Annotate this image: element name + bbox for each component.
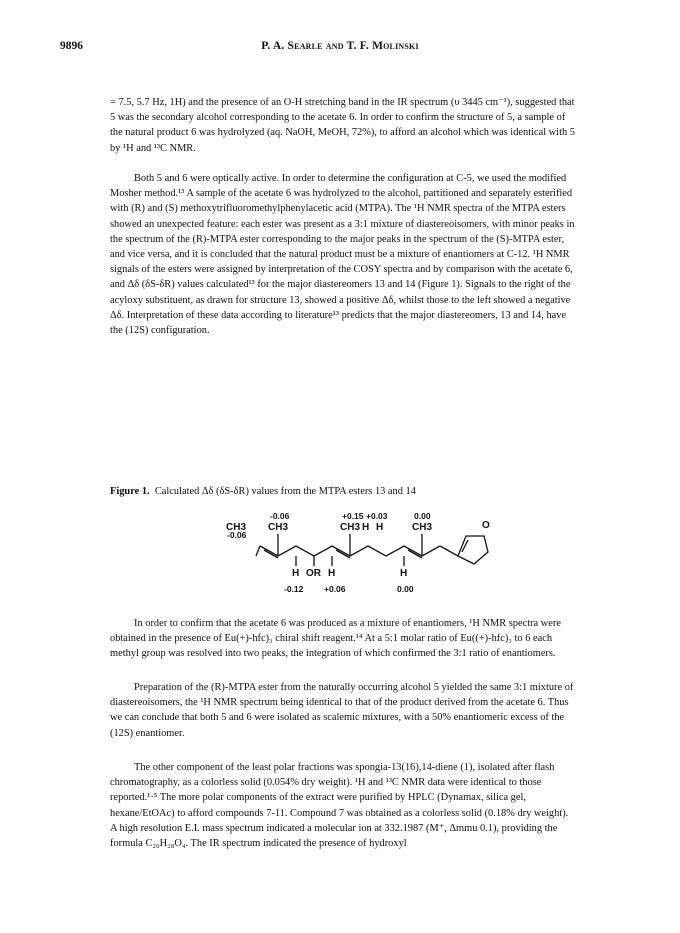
value-label: -0.12 (284, 584, 304, 594)
paragraph-1 (110, 95, 575, 156)
paragraph-4 (110, 680, 575, 741)
or-label: OR (306, 568, 321, 579)
ch3-label: CH3 (340, 522, 361, 533)
h-label: H (328, 568, 336, 579)
running-title: P. A. Searle and T. F. Molinski (261, 40, 419, 52)
paragraph-text: Both 5 and 6 were optically active. In order to determine the configuration at C-5, we used the modified Mosher method.¹³ A sample of the acetate 6 was hydrolyzed to the alcohol, partitioned and separately esterified with (R) and (S) methoxytrifluoromethylphenylacetic acid (MTPA). The ¹H NMR spectra of the MTPA esters showed an unexpected feature: each ester was present as a 3:1 mixture of diastereoisomers, with minor peaks in the spectrum of the (R)-MTPA ester corresponding to the major peaks in the spectrum of the (S)-MTPA ester, and vice versa, and it is concluded that the natural product must be a mixture of enantiomers at C-12. ¹H NMR signals of the esters were assigned by interpretation of the COSY spectra and by comparison with the acetate 6, and Δδ (δS-δR) values calculated¹³ for the major diastereomers 13 and 14 (Figure 1). Signals to the right of the acyloxy substituent, as drawn for structure 13, showed a positive Δδ, whilst those to the left showed a negative Δδ. Interpretation of these data according to literature¹³ predicts that the major diastereomers, 13 and 14, have the (12S) configuration. (110, 173, 575, 337)
ch3-label: CH3 (412, 522, 433, 533)
running-header (0, 40, 680, 56)
value-label: +0.03 (366, 511, 388, 521)
value-label: +0.15 (342, 511, 364, 521)
paragraph-text: = 7.5, 5.7 Hz, 1H) and the presence of an O-H stretching band in the IR spectrum (υ 3445 cm⁻¹), suggested that 5 was the secondary alcohol corresponding to the acetate 6. In order to confirm the structure of 5, a sample of the natural product 6 was hydrolyzed (aq. NaOH, MeOH, 72%), to afford an alcohol which was identical with 5 by ¹H and ¹³C NMR. (110, 97, 575, 154)
page-number: 9896 (60, 40, 83, 52)
ch3-label: CH3 (226, 522, 247, 533)
bond-to-furan (440, 546, 458, 556)
figure-caption (110, 484, 575, 499)
bond-ch3-left (256, 546, 260, 556)
furan-double-bond (462, 540, 468, 552)
h-label: H (376, 522, 384, 533)
paragraph-text: The other component of the least polar fractions was spongia-13(16),14-diene (1), isolated after flash chromatography, as a colorless solid (0.054% dry weight). ¹H and ¹³C NMR data were identical to those reported.¹·⁵ The more polar components of the extract were purified by HPLC (Dynamax, silica gel, hexane/EtOAc) to afford compounds 7-11. Compound 7 was obtained as a colorless solid (0.18% dry weight). A high resolution E.I. mass spectrum indicated a molecular ion at 332.1987 (M⁺, Δmmu 0.1), providing the formula C₂₀H₂₈O₄. The IR spectrum indicated the presence of hydroxyl (110, 762, 569, 850)
paragraph-5 (110, 760, 575, 851)
furan-oxygen: O (482, 520, 490, 531)
value-label: +0.06 (324, 584, 346, 594)
figure-caption-text: Calculated Δδ (δS-δR) values from the MTPA esters 13 and 14 (154, 486, 416, 497)
value-label: 0.00 (397, 584, 414, 594)
h-label: H (362, 522, 370, 533)
chemical-structure (226, 510, 496, 610)
value-label: -0.06 (270, 511, 290, 521)
ch3-label: CH3 (268, 522, 289, 533)
paragraph-text: Preparation of the (R)-MTPA ester from the naturally occurring alcohol 5 yielded the same 3:1 mixture of diastereoisomers, the ¹H NMR spectrum being identical to that of the product derived from the acetate 6. Thus we can conclude that both 5 and 6 were isolated as scalemic mixtures, with a 50% enantiomeric excess of the (12S) enantiomer. (110, 682, 574, 739)
h-label: H (292, 568, 300, 579)
paragraph-2 (110, 171, 575, 338)
h-label: H (400, 568, 408, 579)
figure-label: Figure 1. (110, 486, 150, 497)
paragraph-text: In order to confirm that the acetate 6 was produced as a mixture of enantiomers, ¹H NMR spectra were obtained in the presence of Eu(+)-hfc)₃ chiral shift reagent.¹⁴ At a 5:1 molar ratio of Eu((+)-hfc)₃ to 6 each methyl group was resolved into two peaks, the integration of which confirmed the 3:1 ratio of enantiomers. (110, 618, 561, 660)
paragraph-3 (110, 616, 575, 662)
value-label: -0.06 (227, 530, 247, 540)
value-label: 0.00 (414, 511, 431, 521)
